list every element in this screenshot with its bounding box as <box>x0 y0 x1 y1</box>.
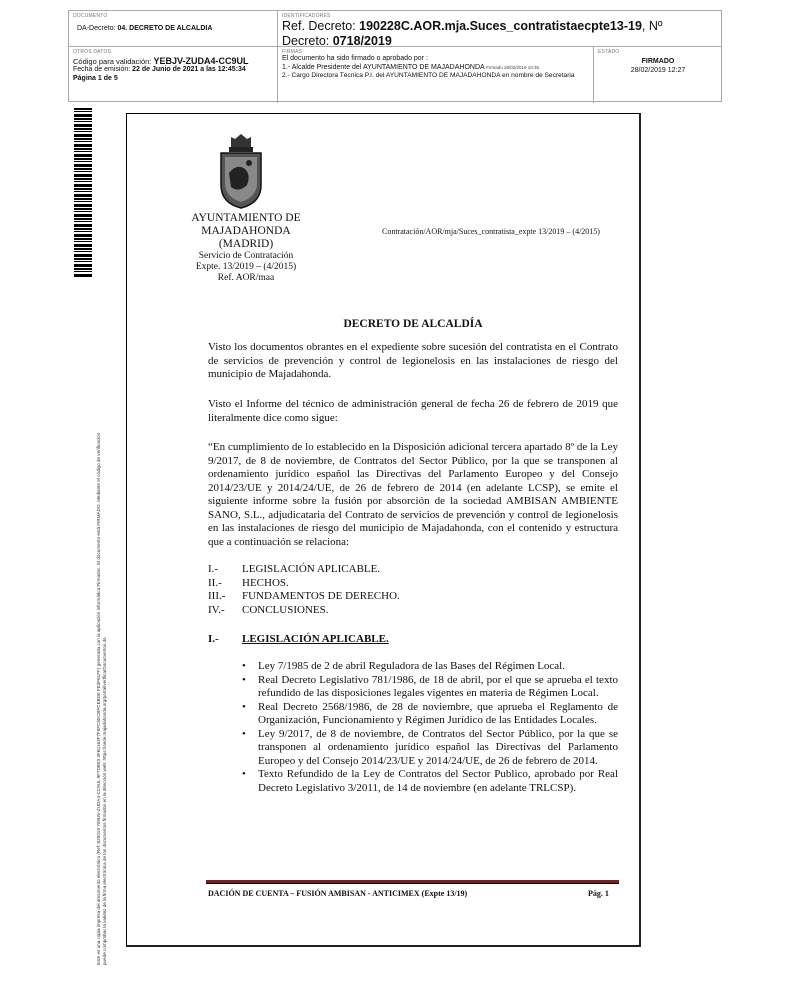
vertical-text-line-1: Este es una copia impresa del documento electrónico (Ref: 825019 YEBJV-ZUDA4-CC9UL 9F7D8E3 3FB1163F7F0FC5ECBFCEBD0 FE3F61FF) generada con la aplicación informática Firmadoc. El documento está FIRMADO. Mediante el código de verificación <box>96 432 101 965</box>
otros-label: OTROS DATOS <box>73 49 112 55</box>
codigo-value[interactable]: YEBJV-ZUDA4-CC9UL <box>153 56 249 66</box>
ref-prefix: Ref. Decreto: <box>282 19 360 33</box>
pagina-count: Página 1 de 5 <box>73 74 118 82</box>
firma-1-text: 1.- Alcalde Presidente del AYUNTAMIENTO DE MAJADAHONDA <box>282 63 485 71</box>
contratacion-reference: Contratación/AOR/mja/Suces_contratista_expte 13/2019 – (4/2015) <box>382 227 600 236</box>
index-text: FUNDAMENTOS DE DERECHO. <box>242 590 400 602</box>
vertical-text-line-2: puede comprobar la validez de la firma electrónica de los documentos firmados en la dirección web: https://sede.majadahonda.org/portal/verificarDocumentos.do <box>101 637 107 965</box>
paragraph-3: “En cumplimiento de lo establecido en la Disposición adicional tercera apartado 8º de la Ley 9/2017, de 8 de noviembre, de Contratos del Sector Público, por la que se transponen al ordenamiento jurídico español las Directivas del Parlamento Europeo y del Consejo 2014/23/UE y 2014/24/UE, de 26 de febrero de 2014 (en adelante LCSP), se emite el siguiente informe sobre la fusión por absorción de la sociedad AMBISAN AMBIENTE SANO, S.L., adjudicataria del Contrato de servicios de prevención y control de legionelosis en las instalaciones de riesgo del municipio de Majadahonda, con el contenido y estructura que a continuación se relaciona: <box>208 441 618 548</box>
letterhead-line-3: (MADRID) <box>218 238 274 250</box>
otros-datos-cell <box>69 47 277 103</box>
fecha-value: 22 de Junio de 2021 a las 12:45:34 <box>132 66 246 73</box>
documento-type: DA-Decreto: <box>77 25 118 32</box>
list-item: • Real Decreto 2568/1986, de 28 de noviembre, que aprueba el Reglamento de Organización, Funcionamiento y Régimen Jurídico de las Entidades Locales. <box>242 701 618 728</box>
list-item: • Ley 9/2017, de 8 de noviembre, de Contratos del Sector Público, por la que se transponen al ordenamiento jurídico español las Directivas del Parlamento Europeo y del Consejo 2014/23/UE y 2014/24/UE, de 26 de febrero de 2014. <box>242 728 618 769</box>
legislation-list <box>242 660 618 795</box>
barcode-image <box>74 108 92 278</box>
index-item <box>208 590 400 604</box>
fecha-emision <box>73 66 273 75</box>
firmas-label: FIRMAS <box>282 49 303 55</box>
list-item: • Ley 7/1985 de 2 de abril Reguladora de las Bases del Régimen Local. <box>242 660 618 674</box>
coat-of-arms-icon <box>215 133 267 209</box>
index-item <box>208 577 400 591</box>
letterhead-line-1: AYUNTAMIENTO DE <box>191 212 301 224</box>
header-row-signatures <box>69 47 721 103</box>
index-item <box>208 604 400 618</box>
estado-status <box>598 57 718 75</box>
identificadores-cell <box>277 11 722 46</box>
decreto-value: 0718/2019 <box>332 34 392 48</box>
fecha-prefix: Fecha de emisión: <box>73 66 133 73</box>
index-num: I.- <box>208 563 219 575</box>
section-num: I.- <box>208 633 219 645</box>
estado-value: FIRMADO <box>641 58 675 65</box>
section-heading <box>208 633 389 645</box>
index-num: III.- <box>208 590 226 602</box>
documento-value <box>77 25 273 32</box>
letterhead-line-2: MAJADAHONDA <box>201 225 291 237</box>
section-text: LEGISLACIÓN APLICABLE. <box>242 633 389 645</box>
documento-name: 04. DECRETO DE ALCALDIA <box>117 25 213 32</box>
letterhead <box>180 212 312 284</box>
signature-header <box>68 10 722 102</box>
index-text: CONCLUSIONES. <box>242 603 329 616</box>
ref-decreto <box>282 19 718 34</box>
index-text: HECHOS. <box>242 576 289 589</box>
paragraph-2: Visto el Informe del técnico de administración general de fecha 26 de febrero de 2019 que literalmente dice como sigue: <box>208 398 618 424</box>
documento-cell <box>69 11 277 46</box>
ref-value: 190228C.AOR.mja.Suces_contratistaecpte13-19 <box>359 19 642 33</box>
firmas-intro: El documento ha sido firmado o aprobado por : <box>282 55 428 62</box>
estado-fecha: 28/02/2019 12:27 <box>630 67 686 74</box>
decreto-prefix: Decreto: <box>282 34 333 48</box>
firma-1 <box>282 64 589 73</box>
estado-label: ESTADO <box>598 49 620 55</box>
firma-2: 2.- Cargo Directora Técnica P.I. del AYUNTAMIENTO DE MAJADAHONDA en nombre de Secretaria <box>282 72 575 79</box>
index-text: LEGISLACIÓN APLICABLE. <box>242 563 381 575</box>
codigo-prefix: Código para validación: <box>73 57 154 66</box>
index-num: II.- <box>208 576 222 589</box>
firmas-cell <box>277 47 593 103</box>
identificadores-label: IDENTIFICADORES <box>282 13 331 19</box>
estado-cell <box>593 47 722 103</box>
footer-rule <box>206 880 619 884</box>
documento-label: DOCUMENTO <box>73 13 108 19</box>
index-num: IV.- <box>208 603 225 616</box>
paragraph-1: Visto los documentos obrantes en el expediente sobre sucesión del contratista en el Contrato de servicios de prevención y control de legionelosis en las instalaciones de riesgo del municipio de Majadahonda. <box>208 341 618 380</box>
index-list <box>208 563 400 617</box>
footer-page-number: Pág. 1 <box>588 889 609 898</box>
vertical-validation-text <box>96 265 107 965</box>
page-title: DECRETO DE ALCALDÍA <box>343 318 483 330</box>
letterhead-servicio: Servicio de Contratación <box>198 251 294 261</box>
letterhead-ref: Ref. AOR/maa <box>217 273 275 283</box>
index-item <box>208 563 400 577</box>
codigo-validacion <box>73 57 273 66</box>
letterhead-expte: Expte. 13/2019 – (4/2015) <box>195 262 297 272</box>
list-item: • Real Decreto Legislativo 781/1986, de 18 de abril, por el que se aprueba el texto refundido de las disposiciones legales vigentes en materia de Régimen Local. <box>242 674 618 701</box>
footer-title: DACIÓN DE CUENTA – FUSIÓN AMBISAN - ANTICIMEX (Expte 13/19) <box>208 889 468 898</box>
list-item: • Texto Refundido de la Ley de Contratos del Sector Publico, aprobado por Real Decreto Legislativo 3/2011, de 14 de noviembre (en adelante TRLCSP). <box>242 768 618 795</box>
firma-1-date: Firmado 28/02/2019 10:36 <box>486 64 540 70</box>
ref-suffix: , Nº <box>641 19 663 33</box>
header-row-document <box>69 11 721 47</box>
